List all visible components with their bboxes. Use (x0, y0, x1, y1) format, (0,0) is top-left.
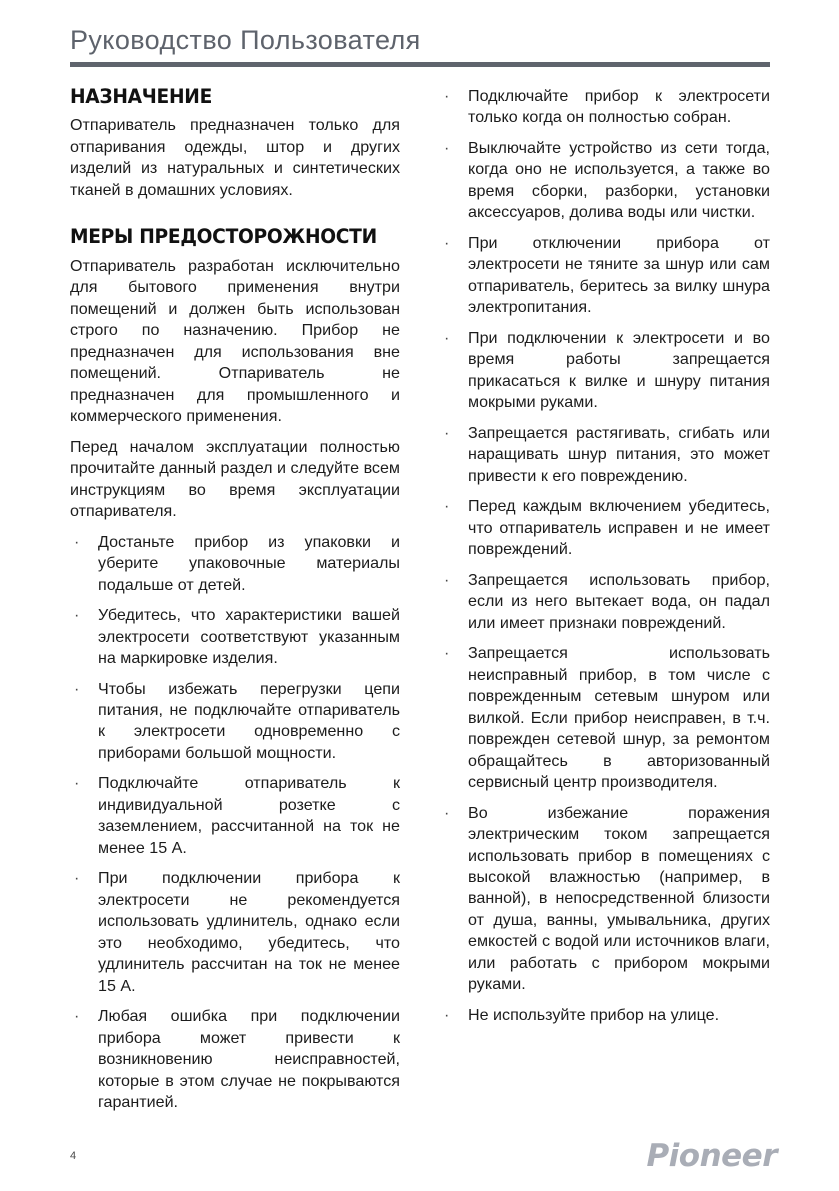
bullet-dot-icon: · (444, 644, 450, 663)
list-item-text: Выключайте устройство из сети тогда, когда оно не используется, а также во время сборки, разборки, установки аксессуаров, долива воды или чистки. (468, 138, 770, 222)
page-number: 4 (70, 1150, 77, 1162)
paragraph: Перед началом эксплуатации полностью прочитайте данный раздел и следуйте всем инструкциям во время эксплуатации отпаривателя. (70, 437, 400, 521)
paragraph: Отпариватель предназначен только для отпаривания одежды, штор и других изделий из натуральных и синтетических тканей в домашних условиях. (70, 116, 400, 199)
section-heading-precautions: МЕРЫ ПРЕДОСТОРОЖНОСТИ (70, 225, 377, 249)
content-columns (70, 86, 770, 1114)
bullet-dot-icon: · (444, 1005, 450, 1024)
section-heading-purpose: НАЗНАЧЕНИЕ (70, 85, 213, 108)
bullet-dot-icon: · (74, 532, 80, 551)
left-column (70, 86, 400, 1114)
bullet-dot-icon: · (74, 1007, 80, 1026)
list-item-text: Подключайте прибор к электросети только когда он полностью собран. (468, 87, 770, 127)
list-item (70, 605, 400, 669)
list-item (440, 86, 770, 129)
page-title: Руководство Пользователя (70, 25, 421, 55)
list-item (70, 773, 400, 859)
bullet-dot-icon: · (74, 679, 80, 698)
list-item (440, 570, 770, 634)
list-item (440, 496, 770, 560)
precaution-list-right (440, 86, 770, 1026)
list-item-text: Запрещается использовать неисправный прибор, в том числе с поврежденным сетевым шнуром или вилкой. Если прибор неисправен, в т.ч. поврежден сетевой шнур, за ремонтом обращайтесь в авторизованный сервисный центр производителя. (468, 644, 770, 792)
list-item-text: При подключении к электросети и во время работы запрещается прикасаться к вилке и шнуру питания мокрыми руками. (468, 328, 770, 412)
list-item (440, 233, 770, 319)
list-item-text: Запрещается использовать прибор, если из него вытекает вода, он падал или имеет признаки повреждений. (468, 570, 770, 632)
bullet-dot-icon: · (74, 774, 80, 793)
list-item-text: Убедитесь, что характеристики вашей электросети соответствуют указанным на маркировке изделия. (98, 606, 400, 668)
list-item (440, 803, 770, 996)
list-item (70, 868, 400, 997)
list-item-text: Во избежание поражения электрическим током запрещается использовать прибор в помещениях с высокой влажностью (например, в ванной), в непосредственной близости от душа, ванны, умывальника, других емкостей с водой или источников влаги, или работать с прибором мокрыми руками. (468, 803, 770, 994)
brand-logo: Pioneer (646, 1138, 777, 1174)
list-item (440, 1005, 770, 1026)
header-divider (70, 62, 770, 67)
list-item-text: Достаньте прибор из упаковки и уберите упаковочные материалы подальше от детей. (98, 532, 400, 594)
bullet-dot-icon: · (74, 869, 80, 888)
bullet-dot-icon: · (444, 570, 450, 589)
list-item (440, 423, 770, 487)
list-item (70, 679, 400, 765)
list-item (440, 328, 770, 414)
bullet-dot-icon: · (444, 328, 450, 347)
list-item-text: Не используйте прибор на улице. (468, 1005, 720, 1024)
list-item-text: Чтобы избежать перегрузки цепи питания, не подключайте отпариватель к электросети одновременно с приборами большой мощности. (98, 679, 400, 762)
bullet-dot-icon: · (444, 803, 450, 822)
bullet-dot-icon: · (74, 606, 80, 625)
list-item (440, 138, 770, 224)
paragraph: Отпариватель разработан исключительно для бытового применения внутри помещений и должен быть использован строго по назначению. Прибор не предназначен для использования вне помещений. Отпариватель не предназначен для промышленного и коммерческого применения. (70, 256, 400, 426)
page-header (70, 26, 770, 67)
list-item-text: Перед каждым включением убедитесь, что отпариватель исправен и не имеет повреждений. (468, 497, 770, 559)
list-item (70, 532, 400, 596)
bullet-dot-icon: · (444, 423, 450, 442)
bullet-dot-icon: · (444, 138, 450, 157)
page-footer (0, 1138, 839, 1184)
list-item-text: При подключении прибора к электросети не рекомендуется использовать удлинитель, однако если это необходимо, убедитесь, что удлинитель рассчитан на ток не менее 15 А. (98, 869, 400, 995)
list-item-text: Подключайте отпариватель к индивидуальной розетке с заземлением, рассчитанной на ток не менее 15 А. (98, 774, 400, 857)
bullet-dot-icon: · (444, 233, 450, 252)
list-item-text: Запрещается растягивать, сгибать или наращивать шнур питания, это может привести к его повреждению. (468, 423, 770, 485)
list-item-text: При отключении прибора от электросети не тяните за шнур или сам отпариватель, беритесь за вилку шнура электропитания. (468, 233, 770, 317)
right-column (440, 86, 770, 1114)
bullet-dot-icon: · (444, 87, 450, 105)
list-item-text: Любая ошибка при подключении прибора может привести к возникновению неисправностей, которые в этом случае не покрываются гарантией. (98, 1007, 400, 1112)
bullet-dot-icon: · (444, 497, 450, 516)
list-item (70, 1006, 400, 1113)
precaution-list-left (70, 532, 400, 1114)
list-item (440, 643, 770, 793)
